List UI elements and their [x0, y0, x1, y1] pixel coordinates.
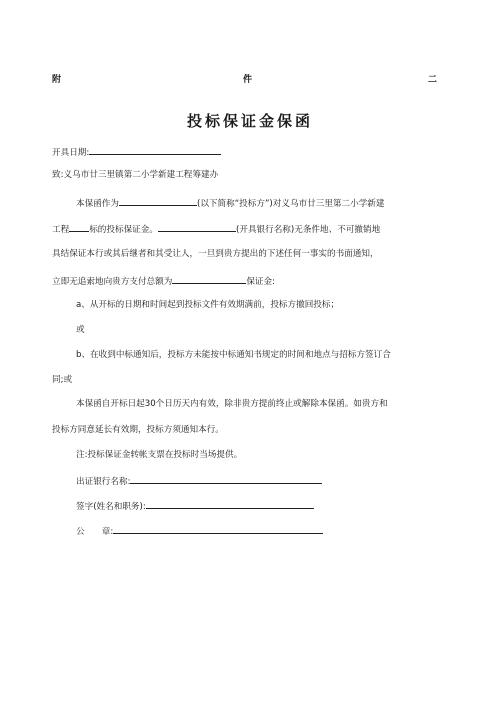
bank-name-blank — [158, 222, 236, 232]
clause-or: 或 — [76, 325, 85, 335]
recipient-line: 致:义乌市廿三里镇第二小学新建工程筹建办 — [52, 170, 219, 180]
bidder-name-blank — [119, 196, 197, 206]
clause-b-line2: 同;或 — [52, 375, 73, 385]
header-left: 附 — [52, 75, 62, 85]
note-line: 注:投标保证金转帐支票在投标时当场提供。 — [76, 450, 243, 460]
signature-line — [76, 499, 314, 513]
header-right: 二 — [428, 75, 438, 85]
issuing-bank-label: 出证银行名称: — [76, 477, 131, 487]
seal-label: 公 章: — [76, 527, 114, 537]
document-title: 投标保证金保函 — [186, 112, 313, 130]
seal-blank — [113, 524, 323, 534]
para1-text-2: (以下简称“投标方”)对义乌市廿三里第二小学新建 — [196, 199, 385, 209]
issue-date-label: 开具日期: — [52, 148, 90, 158]
para1-text-8: 保证金: — [246, 277, 276, 287]
issue-date-blank — [89, 145, 221, 155]
seal-line — [76, 524, 323, 538]
para1-line2 — [52, 222, 380, 236]
para1-line1 — [76, 196, 384, 210]
clause-a: a、从开标的日期和时间起到投标文件有效期满前，投标方撤回投标； — [76, 300, 340, 310]
para1-text-4: 标的投标保证金。 — [89, 225, 158, 235]
signature-blank — [146, 499, 314, 509]
para1-text-5: (开具银行名称)无条件地、不可撤销地 — [235, 225, 381, 235]
header-center: 件 — [243, 75, 253, 85]
validity-line2: 投标方同意延长有效期，投标方须通知本行。 — [52, 425, 224, 435]
amount-blank — [172, 274, 246, 284]
para1-text-1: 本保函作为 — [76, 199, 119, 209]
para1-line4 — [52, 274, 275, 288]
para1-line3: 具结保证本行或其后继者和其受让人，一旦到贵方提出的下述任何一事实的书面通知， — [52, 249, 379, 259]
clause-b-line1: b、在收到中标通知后，投标方未能按中标通知书规定的时间和地点与招标方签订合 — [76, 350, 391, 360]
section-blank — [69, 222, 89, 232]
issue-date-line — [52, 145, 221, 159]
validity-line1: 本保函自开标日起30个日历天内有效，除非贵方提前终止或解除本保函。如贵方和 — [76, 399, 388, 409]
para1-text-7: 立即无追索地向贵方支付总额为 — [52, 277, 173, 287]
para1-text-3: 工程 — [52, 225, 70, 235]
signature-label: 签字(姓名和职务): — [76, 502, 146, 512]
issuing-bank-line — [76, 474, 322, 488]
issuing-bank-blank — [130, 474, 322, 484]
